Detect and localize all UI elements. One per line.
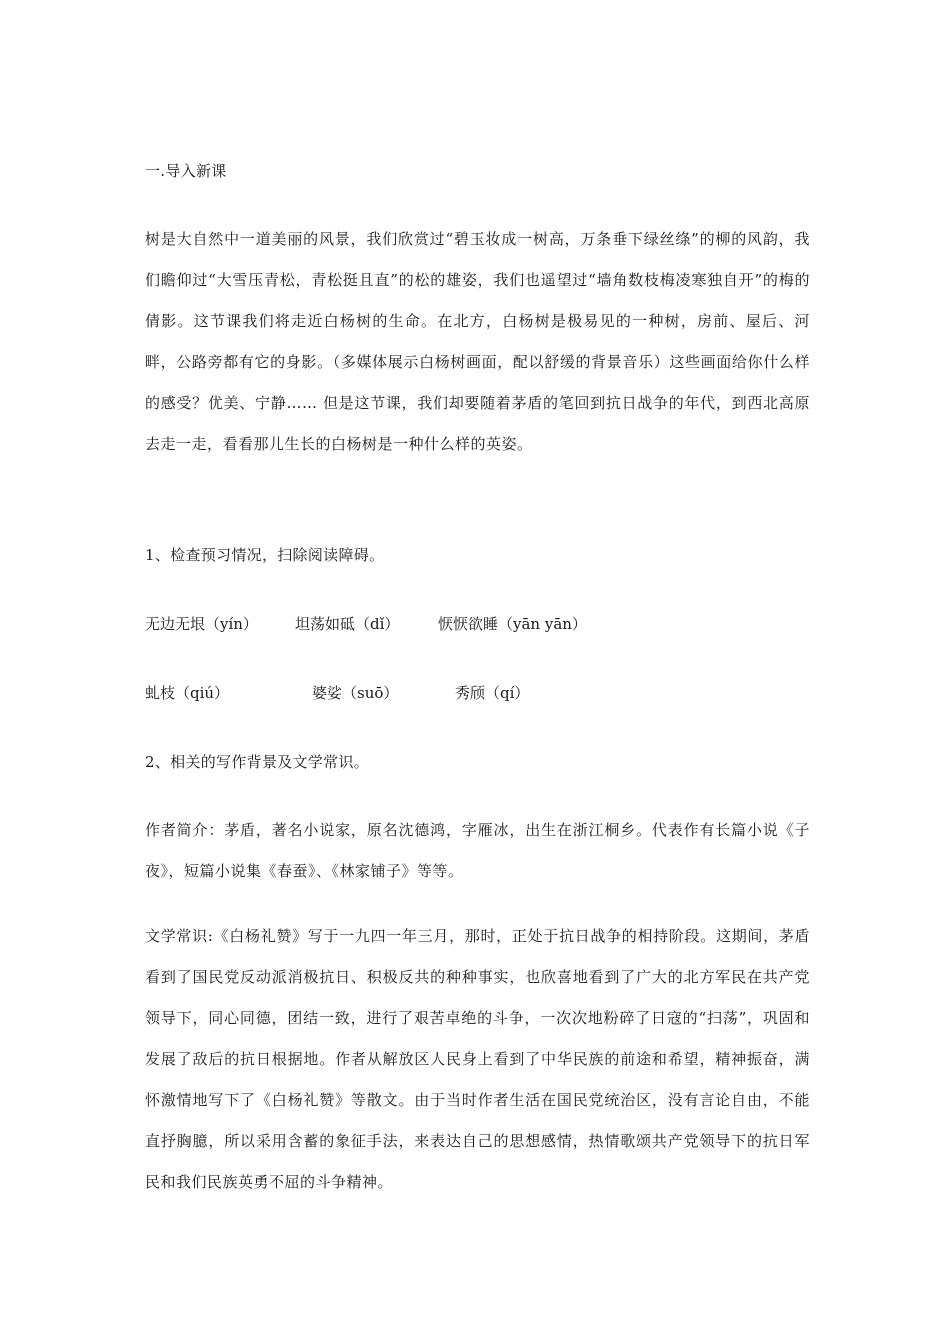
intro-paragraph: 树是大自然中一道美丽的风景，我们欣赏过“碧玉妆成一树高，万条垂下绿丝绦”的柳的风韵，我们瞻仰过“大雪压青松，青松挺且直”的松的雄姿，我们也遥望过“墙角数枝梅凌寒独自开”的梅的倩影。这节课我们将走近白杨树的生命。在北方，白杨树是极易见的一种树，房前、屋后、河畔，公路旁都有它的身影。（多媒体展示白杨树画面，配以舒缓的背景音乐）这些画面给你什么样的感受？优美、宁静…… 但是这节课，我们却要随着茅盾的笔回到抗日战争的年代，到西北高原去走一走，看看那儿生长的白杨树是一种什么样的英姿。 bbox=[145, 230, 810, 453]
vocab-item: 虬枝（qiú） bbox=[145, 684, 230, 702]
vocab-item: 恹恹欲睡（yān yān） bbox=[438, 615, 587, 633]
section-background-title: 2、相关的写作背景及文学常识。 bbox=[145, 753, 370, 771]
section-preview-title: 1、检查预习情况，扫除阅读障碍。 bbox=[145, 546, 385, 564]
vocab-item: 无边无垠（yín） bbox=[145, 615, 258, 633]
vocab-item: 婆娑（suō） bbox=[312, 684, 399, 702]
literary-notes: 文学常识:《白杨礼赞》写于一九四一年三月，那时，正处于抗日战争的相持阶段。这期间，茅盾看到了国民党反动派消极抗日、积极反共的种种事实，也欣喜地看到了广大的北方军民在共产党领导下，同心同德，团结一致，进行了艰苦卓绝的斗争，一次次地粉碎了日寇的“扫荡”，巩固和发展了敌后的抗日根据地。作者从解放区人民身上看到了中华民族的前途和希望，精神振奋，满怀激情地写下了《白杨礼赞》等散文。由于当时作者生活在国民党统治区，没有言论自由，不能直抒胸臆，所以采用含蓄的象征手法，来表达自己的思想感情，热情歌颂共产党领导下的抗日军民和我们民族英勇不屈的斗争精神。 bbox=[145, 927, 810, 1191]
vocab-item: 坦荡如砥（dǐ） bbox=[295, 615, 400, 633]
author-intro: 作者简介：茅盾，著名小说家，原名沈德鸿，字雁冰，出生在浙江桐乡。代表作有长篇小说《子夜》，短篇小说集《春蚕》、《林家铺子》等等。 bbox=[145, 821, 810, 880]
vocab-item: 秀颀（qí） bbox=[455, 684, 530, 702]
heading-intro: 一.导入新课 bbox=[145, 162, 227, 180]
